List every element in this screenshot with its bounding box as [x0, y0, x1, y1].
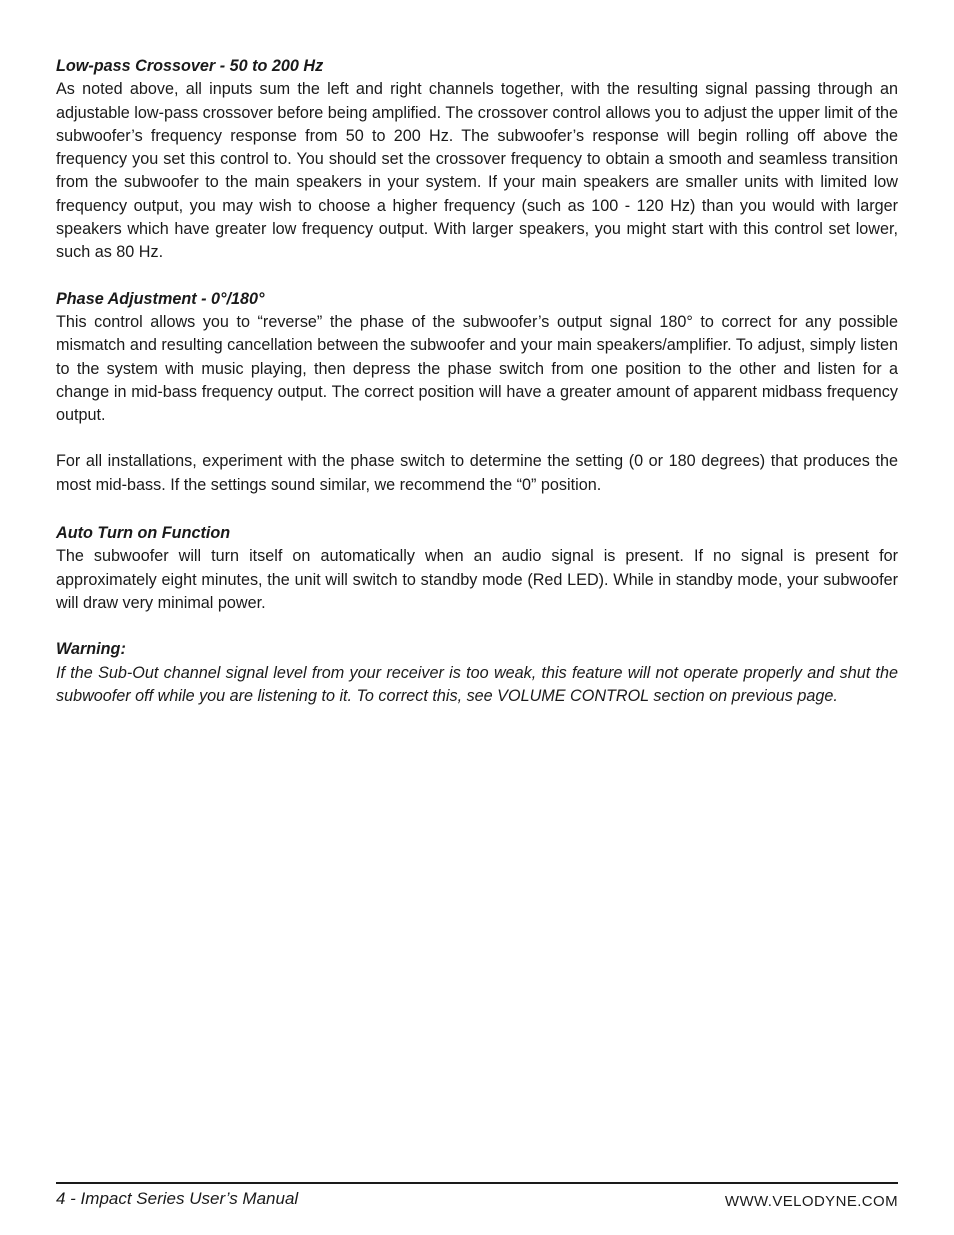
section-body-phase: This control allows you to “reverse” the phase of the subwoofer’s output signal 180° to correct for any possible mismatch and resulting cancellation between the subwoofer and your main speakers/amplifier. To adjust, simply listen to the system with music playing, then depress the phase switch from one position to the other and listen for a change in mid-bass frequency output. The correct position will have a greater amount of apparent midbass frequency output.: [56, 312, 898, 425]
section-body-phase-note: For all installations, experiment with the phase switch to determine the setting (0 or 180 degrees) that produces the most mid-bass. If the settings sound similar, we recommend the “0” position.: [56, 452, 898, 494]
section-body-crossover: As noted above, all inputs sum the left and right channels together, with the resulting signal passing through an adjustable low-pass crossover before being amplified. The crossover control allows you to adjust the upper limit of the subwoofer’s frequency response from 50 to 200 Hz. The subwoofer’s response will begin rolling off above the frequency you set this control to. You should set the crossover frequency to obtain a smooth and seamless transition from the subwoofer to the main speakers in your system. If your main speakers are smaller units with limited low frequency output, you may wish to choose a higher frequency (such as 100 - 120 Hz) than you would with larger speakers which have greater low frequency output. With larger speakers, you might start with this control set lower, such as 80 Hz.: [56, 80, 898, 262]
footer-website: WWW.VELODYNE.COM: [724, 1193, 898, 1210]
spacer: [56, 615, 898, 638]
section-body-auto-on: The subwoofer will turn itself on automatically when an audio signal is present. If no signal is present for approximately eight minutes, the unit will switch to standby mode (Red LED). While in standby mode, your subwoofer will draw very minimal power.: [56, 547, 898, 612]
spacer: [56, 497, 898, 522]
warning-heading: Warning:: [56, 640, 126, 659]
section-heading-crossover: Low-pass Crossover - 50 to 200 Hz: [56, 57, 324, 75]
section-heading-auto-on: Auto Turn on Function: [56, 524, 231, 543]
spacer: [56, 265, 898, 288]
page-content: [56, 55, 898, 708]
warning-body: If the Sub-Out channel signal level from your receiver is too weak, this feature will not operate properly and shut the subwoofer off while you are listening to it. To correct this, see VOLUME CONTROL section on previous page.: [56, 663, 898, 705]
spacer: [56, 427, 898, 450]
footer-page-label: 4 - Impact Series User’s Manual: [56, 1189, 299, 1208]
footer-divider: [56, 1182, 898, 1184]
section-heading-phase: Phase Adjustment - 0°/180°: [56, 289, 265, 308]
